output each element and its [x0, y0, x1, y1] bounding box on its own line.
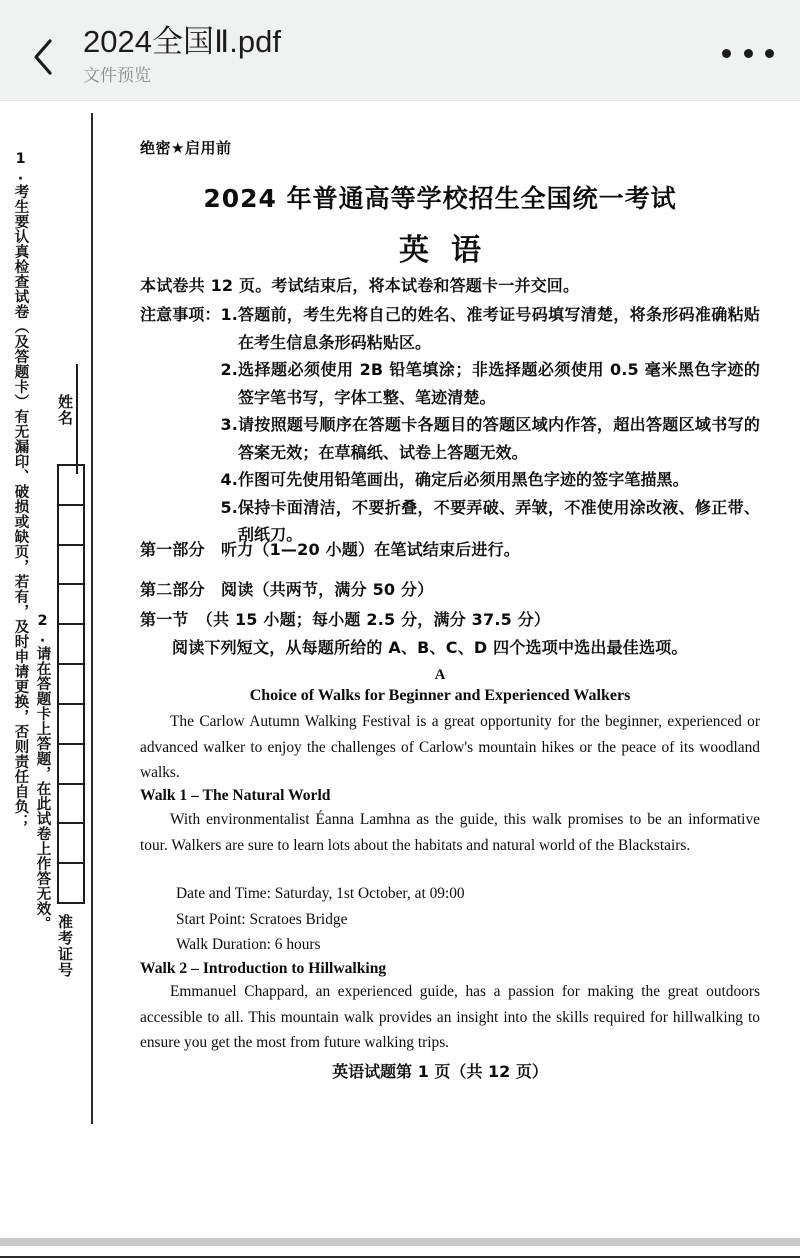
- notes-items: [221, 301, 760, 549]
- chevron-left-icon: [30, 37, 56, 77]
- id-grid-cell: [59, 625, 83, 665]
- walk-1-duration: Walk Duration: 6 hours: [176, 936, 321, 953]
- exam-side-strip: [0, 101, 91, 1112]
- more-horizontal-icon-dot-2: [744, 49, 753, 58]
- note-number: 2.: [220, 360, 238, 380]
- note-number: 3.: [220, 415, 238, 435]
- more-horizontal-icon-dot-3: [765, 49, 774, 58]
- part-one-heading: 第一部分 听力（1—20 小题）在笔试结束后进行。: [140, 540, 520, 559]
- passage-title: Choice of Walks for Beginner and Experienced Walkers: [249, 687, 631, 704]
- app-header: [0, 0, 800, 101]
- pdf-page-footer: 英语试题第 1 页（共 12 页）: [332, 1062, 548, 1081]
- note-number: 5.: [220, 497, 238, 517]
- file-preview-subtitle: 文件预览: [83, 66, 151, 85]
- id-grid-cell: [59, 466, 83, 506]
- id-grid-cell: [59, 824, 83, 864]
- note-text: 请按照题号顺序在答题卡各题目的答题区域内作答，超出答题区域书写的答案无效；在草稿纸、试卷上答题无效。: [237, 415, 760, 462]
- more-options-button[interactable]: [722, 40, 774, 66]
- id-grid-cell: [59, 585, 83, 625]
- name-field-label: 姓名: [56, 394, 74, 426]
- exam-subject: 英语: [399, 233, 503, 268]
- id-grid-cell: [59, 546, 83, 586]
- note-text: 选择题必须使用 2B 铅笔填涂；非选择题必须使用 0.5 毫米黑色字迹的签字笔书写，字体工整、笔迹清楚。: [237, 360, 760, 407]
- exam-id-field-label: 准考证号: [56, 914, 74, 978]
- header-title-group: [83, 22, 281, 88]
- id-grid-cell: [59, 785, 83, 825]
- side-note-2: 2.请在答题卡上答题，在此试卷上作答无效。: [34, 613, 51, 931]
- exam-id-grid: [57, 464, 85, 904]
- walk-2-body: Emmanuel Chappard, an experienced guide, has a passion for making the great outdoors accessible to all. This mountain walk provides an insight into the skills required for hillwalking to ensure you get the most from future walking trips.: [140, 983, 760, 1052]
- id-grid-cell: [59, 506, 83, 546]
- exam-notes-block: [140, 301, 760, 549]
- page-separator-band: [0, 1238, 800, 1246]
- exam-body: [110, 101, 770, 1112]
- pdf-page-1[interactable]: [0, 101, 800, 1238]
- section-one-instruction: 阅读下列短文，从每题所给的 A、B、C、D 四个选项中选出最佳选项。: [172, 638, 688, 657]
- walk-1-start-point: Start Point: Scratoes Bridge: [176, 911, 348, 928]
- passage-letter: A: [434, 667, 446, 683]
- id-grid-cell: [59, 864, 83, 902]
- note-number: 1.: [220, 305, 238, 324]
- walk-1-date: Date and Time: Saturday, 1st October, at 09:00: [176, 885, 465, 902]
- note-item: [221, 356, 760, 411]
- page-vertical-rule: [91, 113, 93, 1124]
- back-button[interactable]: [20, 34, 66, 80]
- file-name-title: 2024全国Ⅱ.pdf: [83, 24, 281, 59]
- id-grid-cell: [59, 705, 83, 745]
- id-grid-cell: [59, 745, 83, 785]
- walk-2-heading: Walk 2 – Introduction to Hillwalking: [140, 960, 387, 977]
- passage-intro-paragraph: The Carlow Autumn Walking Festival is a great opportunity for the beginner, experienced or advanced walker to enjoy the challenges of Carlow's mountain hikes or the peace of its woodland walks.: [140, 713, 760, 782]
- id-grid-cell: [59, 665, 83, 705]
- note-text: 答题前，考生先将自己的姓名、准考证号码填写清楚，将条形码准确粘贴在考生信息条形码粘贴区。: [237, 305, 760, 352]
- note-text: 作图可先使用铅笔画出，确定后必须用黑色字迹的签字笔描黑。: [237, 470, 689, 490]
- exam-title: 2024 年普通高等学校招生全国统一考试: [203, 184, 677, 213]
- note-text: 保持卡面清洁，不要折叠，不要弄破、弄皱，不准使用涂改液、修正带、刮纸刀。: [237, 497, 760, 545]
- note-item: [221, 466, 760, 494]
- note-item: [221, 411, 760, 466]
- note-item: [221, 301, 760, 356]
- exam-page-notice: 本试卷共 12 页。考试结束后，将本试卷和答题卡一并交回。: [140, 276, 580, 295]
- part-two-heading: 第二部分 阅读（共两节，满分 50 分）: [140, 580, 434, 599]
- section-one-heading: 第一节 （共 15 小题；每小题 2.5 分，满分 37.5 分）: [140, 610, 551, 629]
- notes-label: 注意事项：: [140, 305, 221, 324]
- notes-row: [140, 301, 760, 549]
- note-number: 4.: [220, 470, 238, 490]
- more-horizontal-icon-dot-1: [722, 49, 731, 58]
- walk-1-heading: Walk 1 – The Natural World: [140, 787, 331, 804]
- walk-1-body: With environmentalist Éanna Lamhna as the guide, this walk promises to be an informative tour. Walkers are sure to learn lots about the habitats and natural world of the Blackstairs.: [140, 811, 760, 854]
- side-note-1: 1.考生要认真检查试卷（及答题卡）有无漏印、破损或缺页，若有，及时申请更换，否则责任自负；: [12, 151, 29, 829]
- secret-mark: 绝密★启用前: [140, 139, 232, 157]
- name-write-line: [76, 364, 78, 474]
